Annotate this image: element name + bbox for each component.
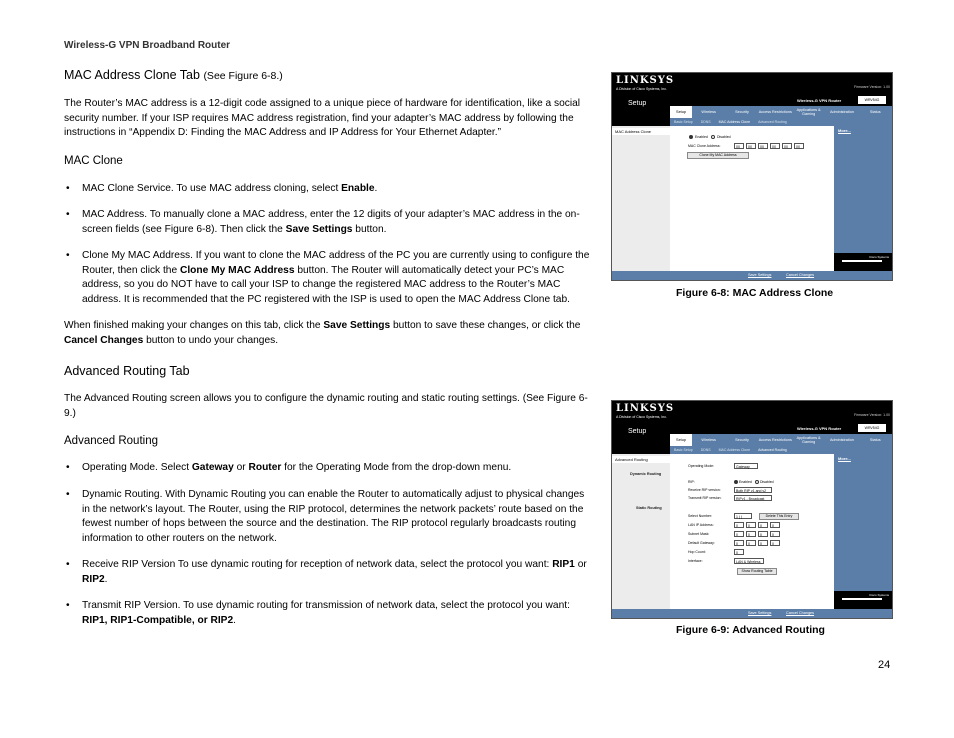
interface-select[interactable]: LAN & Wireless — [734, 558, 764, 564]
tab-wireless[interactable]: Wireless — [701, 110, 716, 114]
radio-disabled[interactable] — [711, 135, 715, 139]
interface-label: Interface: — [688, 559, 703, 563]
routing-bullet-transmit: • Transmit RIP Version. To use dynamic routing for transmission of network data, select the protocol you want: RIP1, RIP1-Compatible, or RIP2. — [64, 599, 590, 628]
fig1-product-name: Wireless-G VPN Router — [797, 98, 842, 103]
fig1-topbar — [612, 73, 892, 94]
mac-octet-1[interactable]: 00 — [734, 143, 744, 149]
linksys-logo: LINKSYS — [616, 403, 675, 414]
fig2-setup-label: Setup — [612, 422, 670, 462]
tab-wireless[interactable]: Wireless — [701, 438, 716, 442]
mac-clone-address-label: MAC Clone Address: — [688, 144, 721, 148]
fig1-setup-label: Setup — [612, 94, 670, 134]
rip-radio-disabled[interactable] — [755, 480, 759, 484]
routing-bullet-receive: • Receive RIP Version To use dynamic routing for reception of network data, select the protocol you want: RIP1 or RIP2. — [64, 558, 590, 587]
fig2-tabs — [670, 434, 892, 446]
fig2-section-title: Advanced Routing — [612, 456, 670, 463]
mac-bullets-2 — [64, 208, 590, 237]
mac-bullet-address: • MAC Address. To manually clone a MAC address, enter the 12 digits of your adapter’s MAC address in the on-screen fields (see Figure 6-8). Then click the Save Settings button. — [64, 208, 590, 237]
mac-bullets-3 — [64, 249, 590, 307]
lan-ip-octet-4[interactable]: 0 — [770, 522, 780, 528]
subtab-ddns[interactable]: DDNS — [700, 120, 711, 124]
fig1-tabs — [670, 106, 892, 118]
operating-mode-label: Operating Mode: — [688, 464, 715, 468]
transmit-rip-label: Transmit RIP version: — [688, 496, 722, 500]
mac-bullets — [64, 182, 590, 197]
gateway-octet-1[interactable]: 0 — [734, 540, 744, 546]
fig1-band — [612, 94, 892, 118]
routing-section-title: Advanced Routing Tab — [64, 364, 190, 378]
hop-count-label: Hop Count: — [688, 550, 706, 554]
routing-bullets-2 — [64, 488, 590, 546]
mac-title-ref: (See Figure 6-8.) — [203, 70, 283, 82]
routing-subtitle: Advanced Routing — [64, 435, 158, 447]
figure-6-8-caption: Figure 6-8: MAC Address Clone — [676, 287, 834, 299]
subtab-mac[interactable]: MAC Address Clone — [718, 448, 751, 452]
receive-rip-label: Receive RIP version: — [688, 488, 721, 492]
tab-status[interactable]: Status — [869, 110, 881, 114]
lan-ip-octet-2[interactable]: 0 — [746, 522, 756, 528]
clone-mac-button[interactable]: Clone My MAC Address — [687, 152, 749, 159]
page-number: 24 — [878, 659, 891, 671]
firmware-version: Firmware Version: 1.00 — [854, 85, 890, 89]
fig2-band — [612, 422, 892, 446]
fig1-model: WRV54G — [858, 96, 886, 104]
fig1-section-title: MAC Address Clone — [612, 128, 670, 135]
logo-subtitle: A Division of Cisco Systems, Inc. — [616, 87, 667, 91]
receive-rip-select[interactable]: Both RIP v1 and v2 — [734, 487, 772, 493]
fig2-cisco-text: Cisco Systems — [869, 593, 889, 597]
mac-octet-3[interactable]: 00 — [758, 143, 768, 149]
figure-advanced-routing-screenshot — [611, 400, 893, 619]
tab-apps[interactable]: Applications & Gaming — [796, 108, 821, 116]
routing-bullets-4 — [64, 599, 590, 628]
tab-apps[interactable]: Applications & Gaming — [796, 436, 821, 444]
tab-access[interactable]: Access Restrictions — [758, 110, 792, 114]
select-number-select[interactable]: 1 ( ) — [734, 513, 752, 519]
select-number-label: Select Number: — [688, 514, 713, 518]
fig1-cancel-button[interactable]: Cancel Changes — [786, 273, 815, 277]
lan-ip-label: LAN IP Address: — [688, 523, 714, 527]
subtab-mac[interactable]: MAC Address Clone — [718, 120, 751, 124]
mac-octet-5[interactable]: 00 — [782, 143, 792, 149]
mac-bullet-service: • MAC Clone Service. To use MAC address cloning, select Enable. — [64, 182, 590, 197]
rip-label-enabled: Enabled — [739, 480, 752, 484]
mac-section-title — [64, 68, 283, 82]
subnet-octet-3[interactable]: 0 — [758, 531, 768, 537]
fig1-save-button[interactable]: Save Settings — [748, 273, 772, 277]
subnet-octet-2[interactable]: 0 — [746, 531, 756, 537]
fig2-leftcol — [612, 454, 670, 618]
mac-clone-subtitle: MAC Clone — [64, 155, 123, 167]
subtab-routing[interactable]: Advanced Routing — [758, 448, 787, 452]
routing-bullet-mode: • Operating Mode. Select Gateway or Router for the Operating Mode from the drop-down menu. — [64, 461, 590, 476]
fig2-topbar — [612, 401, 892, 422]
mac-octet-2[interactable]: 00 — [746, 143, 756, 149]
fig2-cisco-logo — [834, 591, 892, 609]
logo-subtitle: A Division of Cisco Systems, Inc. — [616, 415, 667, 419]
routing-bullet-dynamic: • Dynamic Routing. With Dynamic Routing you can enable the Router to automatically adjust to physical changes in the network’s layout. The Router, using the RIP protocol, determines the network packets’ route based on the fewest number of hops between the source and the destination. The RIP protocol regularly broadcasts routing information to other routers on the network. — [64, 488, 590, 546]
gateway-octet-4[interactable]: 0 — [770, 540, 780, 546]
tab-security[interactable]: Security — [735, 110, 749, 114]
tab-admin[interactable]: Administration — [829, 438, 854, 442]
fig2-save-button[interactable]: Save Settings — [748, 611, 772, 615]
mac-bullet-clone: • Clone My MAC Address. If you want to clone the MAC address of the PC you are currently using to configure the Router, then click the Clone My MAC Address button. The Router will automatically detect your PC’s MAC address, so you do NOT have to call your ISP to change the registered MAC address to the Router’s MAC address. It is recommended that the PC registered with the ISP is used to open the MAC Address Clone tab. — [64, 249, 590, 307]
subnet-octet-1[interactable]: 0 — [734, 531, 744, 537]
tab-status[interactable]: Status — [869, 438, 881, 442]
subtab-basic[interactable]: Basic Setup — [674, 120, 693, 124]
firmware-version: Firmware Version: 1.00 — [854, 413, 890, 417]
routing-bullets-1 — [64, 461, 590, 476]
radio-enabled[interactable] — [689, 135, 693, 139]
linksys-logo: LINKSYS — [616, 75, 675, 86]
delete-entry-button[interactable]: Delete This Entry — [759, 513, 799, 520]
fig1-body — [612, 126, 892, 280]
rip-radio-enabled[interactable] — [734, 480, 738, 484]
mac-intro: The Router’s MAC address is a 12-digit code assigned to a unique piece of hardware for identification, like a social security number. If your ISP requires MAC address registration, find your adapter’s MAC address by following the instructions in “Appendix D: Finding the MAC Address and IP Address for Your Ethernet Adapter.” — [64, 98, 581, 138]
tab-security[interactable]: Security — [735, 438, 749, 442]
label-disabled: Disabled — [717, 135, 731, 139]
mac-title-text: MAC Address Clone Tab — [64, 68, 200, 82]
running-header: Wireless-G VPN Broadband Router — [64, 40, 231, 51]
lan-ip-octet-1[interactable]: 0 — [734, 522, 744, 528]
fig2-button-bar — [612, 609, 892, 618]
routing-bullets-3 — [64, 558, 590, 587]
fig2-product-name: Wireless-G VPN Router — [797, 426, 842, 431]
rip-label: RIP: — [688, 480, 695, 484]
rip-label-disabled: Disabled — [760, 480, 774, 484]
routing-intro: The Advanced Routing screen allows you to configure the dynamic routing and static routing settings. (See Figure 6-9.) — [64, 393, 588, 419]
figure-mac-clone-screenshot — [611, 72, 893, 281]
figure-6-9-caption: Figure 6-9: Advanced Routing — [676, 624, 825, 636]
subtab-routing[interactable]: Advanced Routing — [758, 120, 787, 124]
show-routing-table-button[interactable]: Show Routing Table — [737, 568, 777, 575]
fig2-more-link[interactable]: More... — [838, 456, 851, 461]
dynamic-routing-label: Dynamic Routing — [630, 472, 662, 476]
subnet-mask-label: Subnet Mask: — [688, 532, 710, 536]
fig2-cancel-button[interactable]: Cancel Changes — [786, 611, 815, 615]
fig1-cisco-logo — [834, 253, 892, 271]
fig1-button-bar — [612, 271, 892, 280]
fig1-more-link[interactable]: More... — [838, 128, 851, 133]
subnet-octet-4[interactable]: 0 — [770, 531, 780, 537]
mac-octet-6[interactable]: 00 — [794, 143, 804, 149]
subtab-basic[interactable]: Basic Setup — [674, 448, 693, 452]
fig1-leftcol — [612, 126, 670, 280]
fig1-cisco-text: Cisco Systems — [869, 255, 889, 259]
tab-admin[interactable]: Administration — [829, 110, 854, 114]
tab-access[interactable]: Access Restrictions — [758, 438, 792, 442]
static-routing-label: Static Routing — [636, 506, 662, 510]
mac-octet-4[interactable]: 00 — [770, 143, 780, 149]
mac-outro: When finished making your changes on this tab, click the Save Settings button to save these changes, or click the Cancel Changes button to undo your changes. — [64, 320, 581, 346]
subtab-ddns[interactable]: DDNS — [700, 448, 711, 452]
operating-mode-select[interactable]: Gateway — [734, 463, 758, 469]
lan-ip-octet-3[interactable]: 0 — [758, 522, 768, 528]
default-gateway-label: Default Gateway: — [688, 541, 715, 545]
tab-setup[interactable]: Setup — [670, 106, 692, 118]
tab-setup[interactable]: Setup — [670, 434, 692, 446]
gateway-octet-3[interactable]: 0 — [758, 540, 768, 546]
gateway-octet-2[interactable]: 0 — [746, 540, 756, 546]
transmit-rip-select[interactable]: RIPv1 - Broadcast — [734, 495, 772, 501]
label-enabled: Enabled — [695, 135, 708, 139]
hop-count-input[interactable]: 0 — [734, 549, 744, 555]
fig2-body — [612, 454, 892, 618]
fig2-model: WRV54G — [858, 424, 886, 432]
